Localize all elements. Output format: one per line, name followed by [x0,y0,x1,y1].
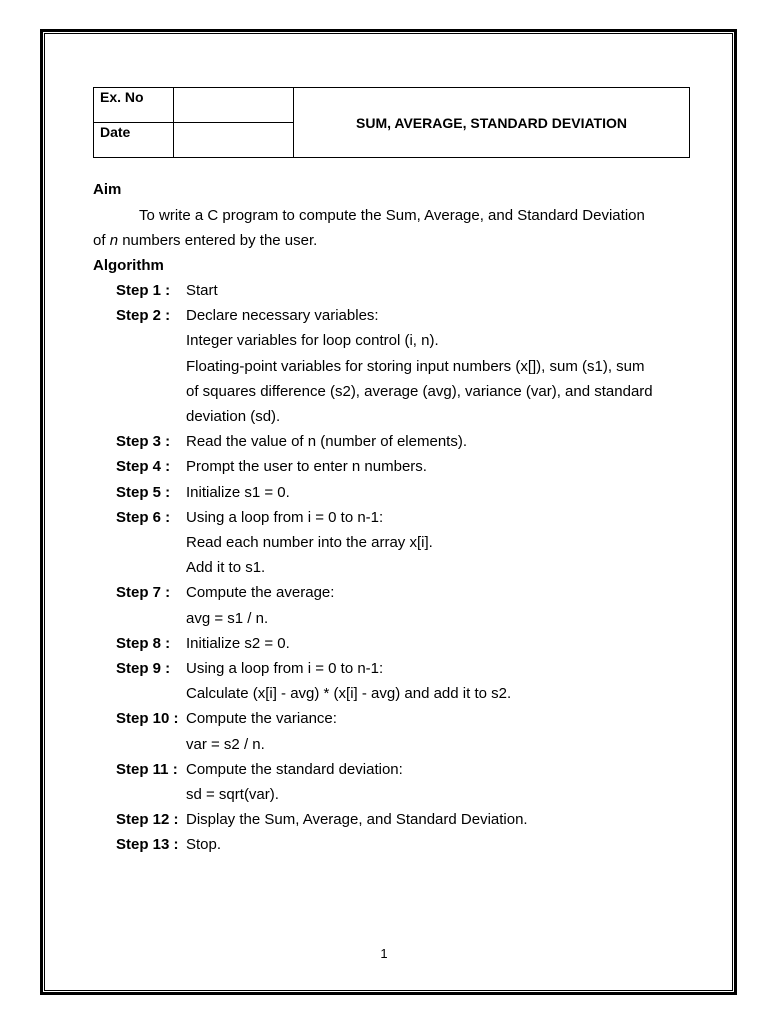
step-text: Display the Sum, Average, and Standard Deviation. [186,811,528,829]
step-text: Compute the variance: [186,710,337,728]
step-text: Initialize s1 = 0. [186,483,290,501]
page-number: 1 [380,946,388,961]
step-label: Step 8 : [116,634,171,652]
ex-no-label: Ex. No [94,88,174,123]
algorithm-heading: Algorithm [93,257,164,274]
step-label: Step 1 : [116,282,171,299]
date-label: Date [94,123,174,158]
step-text: Prompt the user to enter n numbers. [186,458,427,476]
step-text: Add it to s1. [186,559,266,577]
aim-variable-n: n [109,232,119,249]
step-text: avg = s1 / n. [186,609,269,627]
step-label: Step 7 : [116,584,171,602]
step-label: Step 10 : [116,710,179,728]
step-text: Using a loop from i = 0 to n-1: [186,660,384,677]
step-label: Step 5 : [116,483,171,501]
step-label: Step 6 : [116,508,171,526]
aim-line-1: To write a C program to compute the Sum, Average, and Standard Deviation [139,207,645,224]
exercise-title: SUM, AVERAGE, STANDARD DEVIATION [294,88,690,158]
step-text: Compute the average: [186,584,335,602]
step-text: Read each number into the array x[i]. [186,534,433,551]
aim-line-2 [93,231,317,251]
step-label: Step 2 : [116,307,171,325]
ex-no-value [174,88,294,123]
step-text: Compute the standard deviation: [186,760,403,778]
step-text: Initialize s2 = 0. [186,634,290,652]
aim-line-2-suffix: numbers entered by the user. [118,232,318,249]
date-value [174,123,294,158]
step-text: Using a loop from i = 0 to n-1: [186,508,384,526]
step-text: Floating-point variables for storing input numbers (x[]), sum (s1), sum [186,357,645,375]
step-text: of squares difference (s2), average (avg), variance (var), and standard [186,382,653,400]
step-text: Start [186,282,218,299]
step-label: Step 11 : [116,760,178,778]
step-text: deviation (sd). [186,408,281,425]
step-text: Stop. [186,836,222,854]
step-text: Calculate (x[i] - avg) * (x[i] - avg) and add it to s2. [186,685,512,703]
step-label: Step 9 : [116,660,171,677]
step-label: Step 13 : [116,836,179,854]
step-text: sd = sqrt(var). [186,786,279,803]
step-text: var = s2 / n. [186,735,265,753]
step-text: Integer variables for loop control (i, n). [186,332,439,350]
step-label: Step 3 : [116,433,171,451]
exercise-header-table [93,87,690,158]
step-text: Read the value of n (number of elements). [186,433,467,451]
step-text: Declare necessary variables: [186,307,379,325]
step-label: Step 12 : [116,811,179,829]
step-label: Step 4 : [116,458,171,476]
aim-heading: Aim [93,181,122,198]
aim-line-2-prefix: of [93,232,110,249]
